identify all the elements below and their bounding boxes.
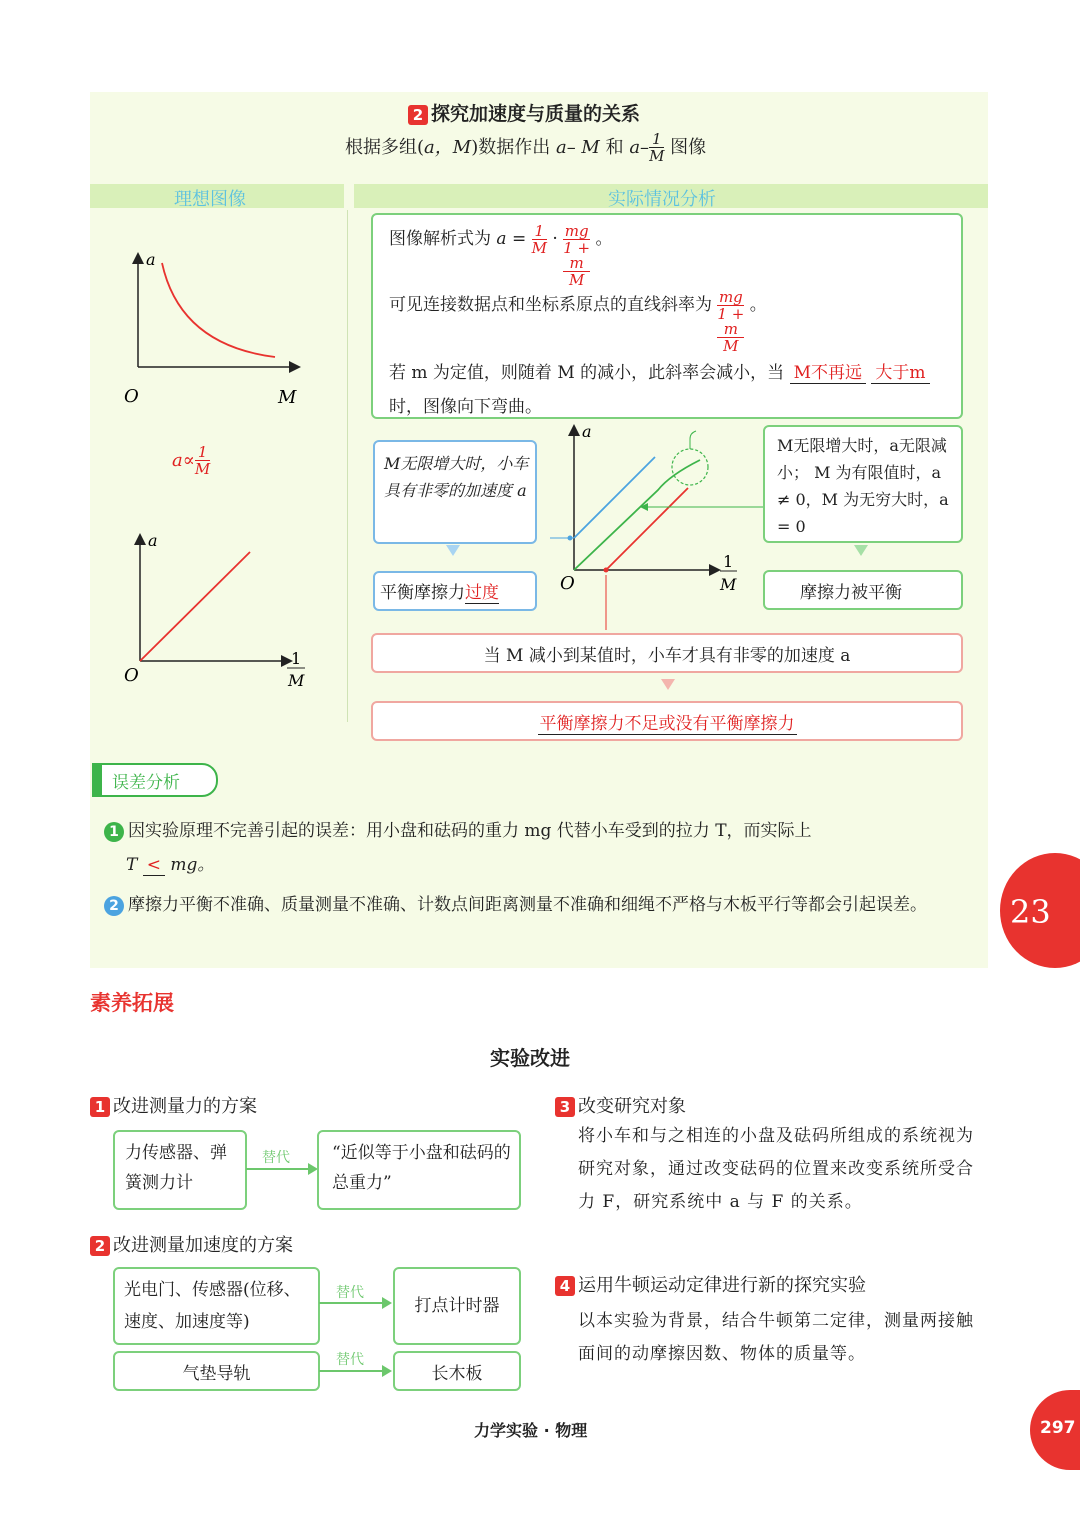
condition-text: 若 m 为定值，则随着 M 的减小，此斜率会减小，当 M不再远 大于m时，图像向下弯曲。 [389, 356, 949, 424]
error-item-1: 1 因实验原理不完善引起的误差：用小盘和砝码的重力 mg 代替小车受到的拉力 T，而实际上 T < mg。 [104, 814, 964, 882]
s1-right-text: “近似等于小盘和砝码的总重力” [332, 1143, 511, 1193]
down-arrow-icon [446, 545, 460, 556]
proportional-line [140, 552, 250, 661]
improvement-title: 实验改进 [490, 1046, 570, 1070]
actual-graph [540, 415, 765, 630]
error-item-2: 2 摩擦力平衡不准确、质量测量不准确、计数点间距离测量不准确和细绳不严格与木板平行等都会引起误差。 [104, 888, 968, 922]
s2-row1-arrow-label: 替代 [336, 1285, 364, 1301]
formula-line: 图像解析式为 a = $\frac{1}{M}$ · mg 1 + m M 。 [389, 222, 613, 289]
blank-answer-4: 平衡摩擦力不足或没有平衡摩擦力 [539, 714, 795, 734]
proportional-relation: a∝ $\frac{1}{M}$ [172, 443, 211, 478]
s3-text: 将小车和与之相连的小盘及砝码所组成的系统视为研究对象，通过改变砝码的位置来改变系统所受合力 F，研究系统中 a 与 F 的关系。 [578, 1126, 974, 1212]
right-observation-text: M无限增大时，a无限减小； M 为有限值时，a ≠ 0，M 为无穷大时，a = 0 [777, 436, 949, 536]
blank-answer-3: 过度 [465, 583, 499, 603]
section-title: 2 探究加速度与质量的关系 [408, 99, 640, 126]
curved-line [574, 460, 700, 570]
x-label-num: 1 [291, 649, 302, 668]
ideal-header: 理想图像 [174, 189, 246, 210]
s4-title: 4 运用牛顿运动定律进行新的探究实验 [555, 1271, 866, 1297]
origin-label: O [560, 573, 575, 594]
y-label: a [148, 531, 158, 550]
chapter-number: 23 [1010, 893, 1051, 931]
actual-header: 实际情况分析 [608, 189, 716, 210]
right-result-text: 摩擦力被平衡 [800, 583, 902, 603]
s2-title: 2 改进测量加速度的方案 [90, 1231, 293, 1257]
origin-label: O [124, 665, 139, 686]
blank-answer-5: < [143, 855, 165, 876]
offset-dot [604, 568, 609, 573]
down-arrow-icon [854, 545, 868, 556]
section-number: 2 [408, 105, 428, 125]
left-result-text: 平衡摩擦力过度 [380, 583, 499, 603]
hyperbola-curve [162, 263, 275, 357]
ideal-graph-a-vs-1-over-M [110, 528, 315, 698]
s3-title: 3 改变研究对象 [555, 1092, 686, 1118]
arrow-right-icon [382, 1297, 392, 1309]
column-divider [347, 210, 348, 722]
blank-answer-2: 大于m [871, 363, 929, 384]
s1-arrow-label: 替代 [262, 1150, 290, 1166]
extension-heading: 素养拓展 [90, 991, 174, 1015]
s2-row2-arrow-label: 替代 [336, 1352, 364, 1368]
slope-line: 可见连接数据点和坐标系原点的直线斜率为 mg 1 + m M 。 [389, 288, 767, 355]
s1-title: 1 改进测量力的方案 [90, 1092, 257, 1118]
s2-row2-left-text: 气垫导轨 [182, 1364, 251, 1384]
x-label-den: M [288, 671, 305, 690]
over-balanced-line [574, 457, 655, 538]
arrow-right-icon [382, 1365, 392, 1377]
s1-arrow-line [246, 1168, 310, 1170]
s2-row1-arrow-line [319, 1302, 383, 1304]
bottom-result-text [371, 709, 963, 734]
s1-left-text: 力传感器、弹簧测力计 [125, 1143, 227, 1193]
bend-highlight-circle [672, 449, 708, 485]
left-observation-text: M无限增大时，小车具有非零的加速度 a [384, 454, 529, 500]
x-label: M [278, 387, 297, 408]
callout-line [690, 431, 696, 449]
s2-row2-arrow-line [319, 1370, 383, 1372]
error-analysis-title: 误差分析 [112, 773, 180, 793]
x-label-den: M [720, 575, 737, 594]
s4-text: 以本实验为背景，结合牛顿第二定律，测量两接触面间的动摩擦因数、物体的质量等。 [578, 1311, 974, 1364]
ideal-graph-a-vs-M [110, 245, 310, 415]
section-subtitle: 根据多组(a，M)数据作出 a– M 和 a– $\frac{1}{M}$ 图像 [345, 130, 707, 165]
s2-row2-right-text: 长木板 [431, 1364, 483, 1384]
origin-label: O [124, 386, 139, 407]
page-number: 297 [1040, 1418, 1076, 1438]
blank-answer-1: M不再远 [790, 363, 866, 384]
tag-accent [92, 765, 102, 795]
s2-row1-right-text: 打点计时器 [414, 1296, 500, 1316]
y-label: a [146, 250, 156, 269]
x-label-num: 1 [723, 552, 734, 571]
y-label: a [582, 422, 592, 441]
bottom-observation-text: 当 M 减小到某值时，小车才具有非零的加速度 a [483, 646, 851, 666]
footer-text: 力学实验 · 物理 [474, 1421, 588, 1440]
s2-row1-left-text: 光电门、传感器(位移、速度、加速度等) [124, 1280, 301, 1332]
down-arrow-icon [661, 679, 675, 690]
